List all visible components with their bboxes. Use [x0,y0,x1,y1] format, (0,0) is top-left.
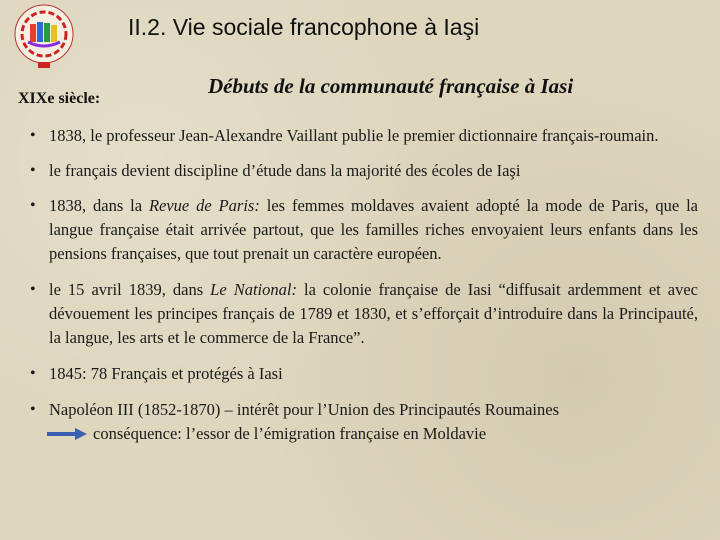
bullet-text: 1845: 78 Français et protégés à Iasi [49,364,283,383]
bullet-text-pre: 1838, dans la [49,196,149,215]
list-item [30,362,698,386]
list-item [30,278,698,350]
bullet-text-post: les femmes moldaves avaient adopté la mode de Paris, que la langue française était arrivée partout, que les familles riches envoyaient leurs enfants dans les pensions françaises, que tout prenait un caractère européen. [49,196,698,263]
list-item [30,194,698,266]
bullet-dot-icon: • [30,401,36,418]
continuation-line [47,422,698,446]
list-item [30,124,698,148]
bullet-text: le français devient discipline d’étude dans la majorité des écoles de Iaşi [49,161,521,180]
revue-de-paris-title: Revue de Paris: [148,196,260,215]
bullet-text-post: la colonie française de Iasi “diffusait ardemment et avec dévouement les principes français de 1789 et 1830, et s’efforçait d’introduire dans la Principauté, la langue, les arts et le commerce de la France”. [49,280,698,347]
bullet-dot-icon: • [30,281,36,298]
bullet-list [30,124,698,446]
bullet-dot-icon: • [30,127,36,144]
le-national-title: Le National: [210,280,297,299]
francophonie-logo-icon [6,2,82,72]
bullet-text: 1838, le professeur Jean-Alexandre Vaillant publie le premier dictionnaire français-roumain. [49,126,659,145]
bullet-dot-icon: • [30,365,36,382]
continuation-text: conséquence: l’essor de l’émigration française en Moldavie [93,424,487,443]
bullet-text: Napoléon III (1852-1870) – intérêt pour l’Union des Principautés Roumaines [49,400,560,419]
bullet-text-pre: le 15 avril 1839, dans [49,280,211,299]
bullet-dot-icon: • [30,197,36,214]
page-title: II.2. Vie sociale francophone à Iaşi [128,14,480,40]
bullet-dot-icon: • [30,162,36,179]
list-item [30,159,698,183]
right-arrow-icon [47,428,87,440]
section-subtitle: Débuts de la communauté française à Iasi [208,74,574,98]
list-item [30,398,698,446]
era-label: XIXe siècle: [18,90,101,107]
